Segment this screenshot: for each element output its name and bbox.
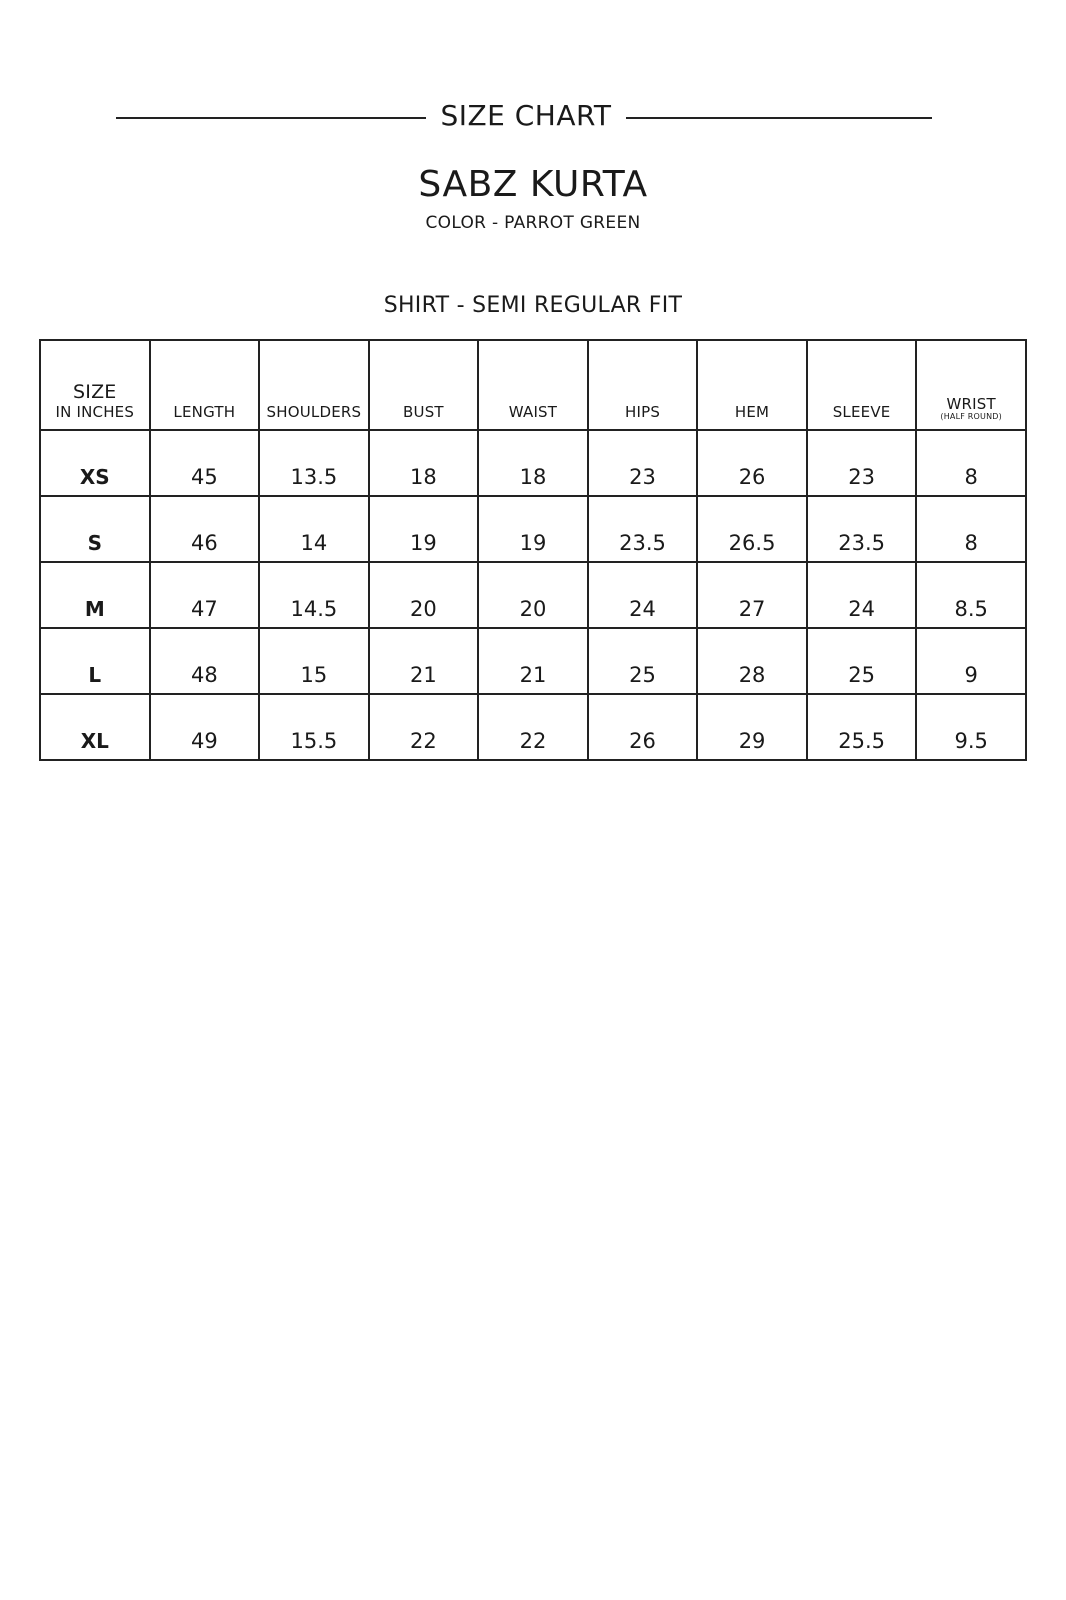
table-cell: 49 (150, 694, 260, 760)
wrist-header-cell (916, 340, 1026, 430)
size-label: S (40, 496, 150, 562)
table-cell: 19 (369, 496, 479, 562)
table-title: SHIRT - SEMI REGULAR FIT (383, 293, 683, 318)
table-cell: 20 (369, 562, 479, 628)
table-row (40, 496, 1026, 562)
product-name: SABZ KURTA (418, 164, 648, 205)
column-header: BUST (369, 340, 479, 430)
table-cell: 20 (478, 562, 588, 628)
size-label: XL (40, 694, 150, 760)
table-cell: 28 (697, 628, 807, 694)
table-cell: 23.5 (588, 496, 698, 562)
header-rule-right (626, 117, 932, 119)
table-cell: 13.5 (259, 430, 369, 496)
table-row (40, 562, 1026, 628)
size-chart-header (0, 95, 1066, 139)
size-table (39, 339, 1027, 761)
table-cell: 8 (916, 430, 1026, 496)
table-cell: 21 (369, 628, 479, 694)
size-label: M (40, 562, 150, 628)
table-cell: 9.5 (916, 694, 1026, 760)
table-cell: 27 (697, 562, 807, 628)
column-header: WAIST (478, 340, 588, 430)
size-label: XS (40, 430, 150, 496)
table-cell: 25 (807, 628, 917, 694)
column-header: HIPS (588, 340, 698, 430)
table-row (40, 694, 1026, 760)
table-cell: 22 (478, 694, 588, 760)
table-cell: 26 (588, 694, 698, 760)
table-cell: 23 (588, 430, 698, 496)
table-cell: 15.5 (259, 694, 369, 760)
table-cell: 26.5 (697, 496, 807, 562)
column-header: HEM (697, 340, 807, 430)
table-cell: 22 (369, 694, 479, 760)
table-cell: 14 (259, 496, 369, 562)
table-cell: 25 (588, 628, 698, 694)
size-header-cell (40, 340, 150, 430)
table-cell: 24 (807, 562, 917, 628)
page-title: SIZE CHART (440, 99, 612, 132)
column-header: SLEEVE (807, 340, 917, 430)
table-row (40, 628, 1026, 694)
size-header-label: SIZE (73, 381, 117, 403)
size-label: L (40, 628, 150, 694)
column-header: SHOULDERS (259, 340, 369, 430)
column-header: LENGTH (150, 340, 260, 430)
table-cell: 25.5 (807, 694, 917, 760)
table-cell: 26 (697, 430, 807, 496)
table-cell: 46 (150, 496, 260, 562)
table-cell: 48 (150, 628, 260, 694)
table-cell: 45 (150, 430, 260, 496)
table-header-row (40, 340, 1026, 430)
table-cell: 18 (369, 430, 479, 496)
table-cell: 47 (150, 562, 260, 628)
table-cell: 21 (478, 628, 588, 694)
table-cell: 23.5 (807, 496, 917, 562)
wrist-subheader-label: (HALF ROUND) (940, 412, 1002, 421)
table-row (40, 430, 1026, 496)
table-cell: 9 (916, 628, 1026, 694)
table-cell: 29 (697, 694, 807, 760)
table-cell: 8 (916, 496, 1026, 562)
table-cell: 24 (588, 562, 698, 628)
header-rule-left (116, 117, 426, 119)
table-cell: 14.5 (259, 562, 369, 628)
table-cell: 19 (478, 496, 588, 562)
table-cell: 18 (478, 430, 588, 496)
product-color: COLOR - PARROT GREEN (425, 213, 641, 233)
units-header-label: IN INCHES (55, 403, 135, 421)
table-cell: 15 (259, 628, 369, 694)
table-cell: 8.5 (916, 562, 1026, 628)
wrist-header-label: WRIST (946, 395, 996, 413)
table-cell: 23 (807, 430, 917, 496)
